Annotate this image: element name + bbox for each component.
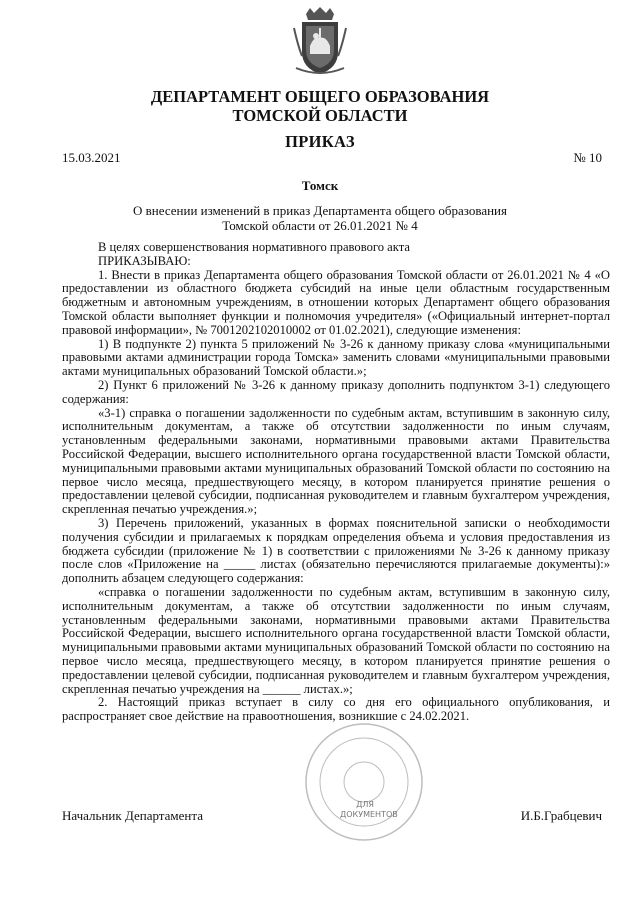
city: Томск (301, 178, 339, 193)
department-name-line2: ТОМСКОЙ ОБЛАСТИ (232, 106, 408, 125)
stamp-text-line1: ДЛЯ (356, 800, 374, 809)
item-2: 2. Настоящий приказ вступает в силу со дня его официального опубликования, и распространяет свое действие на правоотношения, возникшие с 24.02.2021. (62, 695, 610, 724)
coat-of-arms-icon (292, 6, 348, 76)
order-word: ПРИКАЗЫВАЮ: (98, 253, 191, 268)
order-subject (0, 203, 640, 233)
item-1: 1. Внести в приказ Департамента общего образования Томской области от 26.01.2021 № 4 «О предоставлении из областного бюджета субсидий на иные цели областным государственным бюджетным и автономным учреждениям, в отношении которых Департамент общего образования Томской области выполняет функции и полномочия учредителя» («Официальный интернет-портал правовой информации», № 7001202102010002 от 01.02.2021), следующие изменения: (62, 267, 610, 337)
stamp-icon (302, 720, 426, 844)
item-1-1: 1) В подпункте 2) пункта 5 приложений № 3-26 к данному приказу слова «муниципальными правовыми актами администрации города Томска» заменить словами «муниципальными правовыми актами муниципальных образований Томской области.»; (62, 336, 610, 379)
quote-2: «справка о погашении задолженности по судебным актам, вступившим в законную силу, исполнительным документам, а также об отсутствии задолженности по иным случаям, установленным федеральными законами, нормативными правовыми актами Правительства Российской Федерации, высшего исполнительного органа государственной власти Томской области, муниципальными правовыми актами муниципальных образований Томской области по состоянию на первое число месяца, предшествующего месяцу, в котором планируется принятие решения о предоставлении целевой субсидии, подписанная руководителем и главным бухгалтером учреждения, скрепленная печатью учреждения на ______ листах.»; (62, 584, 610, 696)
preamble: В целях совершенствования нормативного правового акта (98, 240, 410, 254)
signatory-name: И.Б.Грабцевич (520, 808, 602, 823)
item-1-2: 2) Пункт 6 приложений № 3-26 к данному приказу дополнить подпунктом 3-1) следующего содержания: (62, 377, 610, 406)
subject-line2: Томской области от 26.01.2021 № 4 (222, 218, 418, 233)
subject-line1: О внесении изменений в приказ Департамента общего образования (133, 203, 507, 218)
order-body (62, 241, 610, 724)
item-1-3: 3) Перечень приложений, указанных в формах пояснительной записки о необходимости получения субсидии и прилагаемых к порядкам определения объема и условия предоставления из бюджета субсидии (приложение № 1) в соответствии с приложениями № 3-26 к данному приказу после слов «Приложение на _____ листах (обязательно перечисляются прилагаемые документы):» дополнить абзацем следующего содержания: (62, 515, 610, 586)
stamp-text-line2: ДОКУМЕНТОВ (340, 810, 398, 819)
signatory-role: Начальник Департамента (62, 808, 203, 823)
order-date: 15.03.2021 (62, 150, 121, 165)
department-name-line1: ДЕПАРТАМЕНТ ОБЩЕГО ОБРАЗОВАНИЯ (150, 87, 490, 106)
stamp-center-text (340, 800, 398, 820)
quote-1: «3-1) справка о погашении задолженности по судебным актам, вступившим в законную силу, исполнительным документам, а также об отсутствии задолженности по иным случаям, установленным федеральными законами, нормативными правовыми актами Правительства Российской Федерации, высшего исполнительного органа государственной власти Томской области, муниципальными правовыми актами муниципальных образований Томской области по состоянию на первое число месяца, предшествующего месяцу, в котором планируется принятие решения о предоставлении целевой субсидии, подписанная руководителем и главным бухгалтером учреждения, скрепленная печатью учреждения.»; (62, 405, 610, 517)
order-title: ПРИКАЗ (285, 132, 355, 151)
order-number: № 10 (573, 150, 602, 165)
